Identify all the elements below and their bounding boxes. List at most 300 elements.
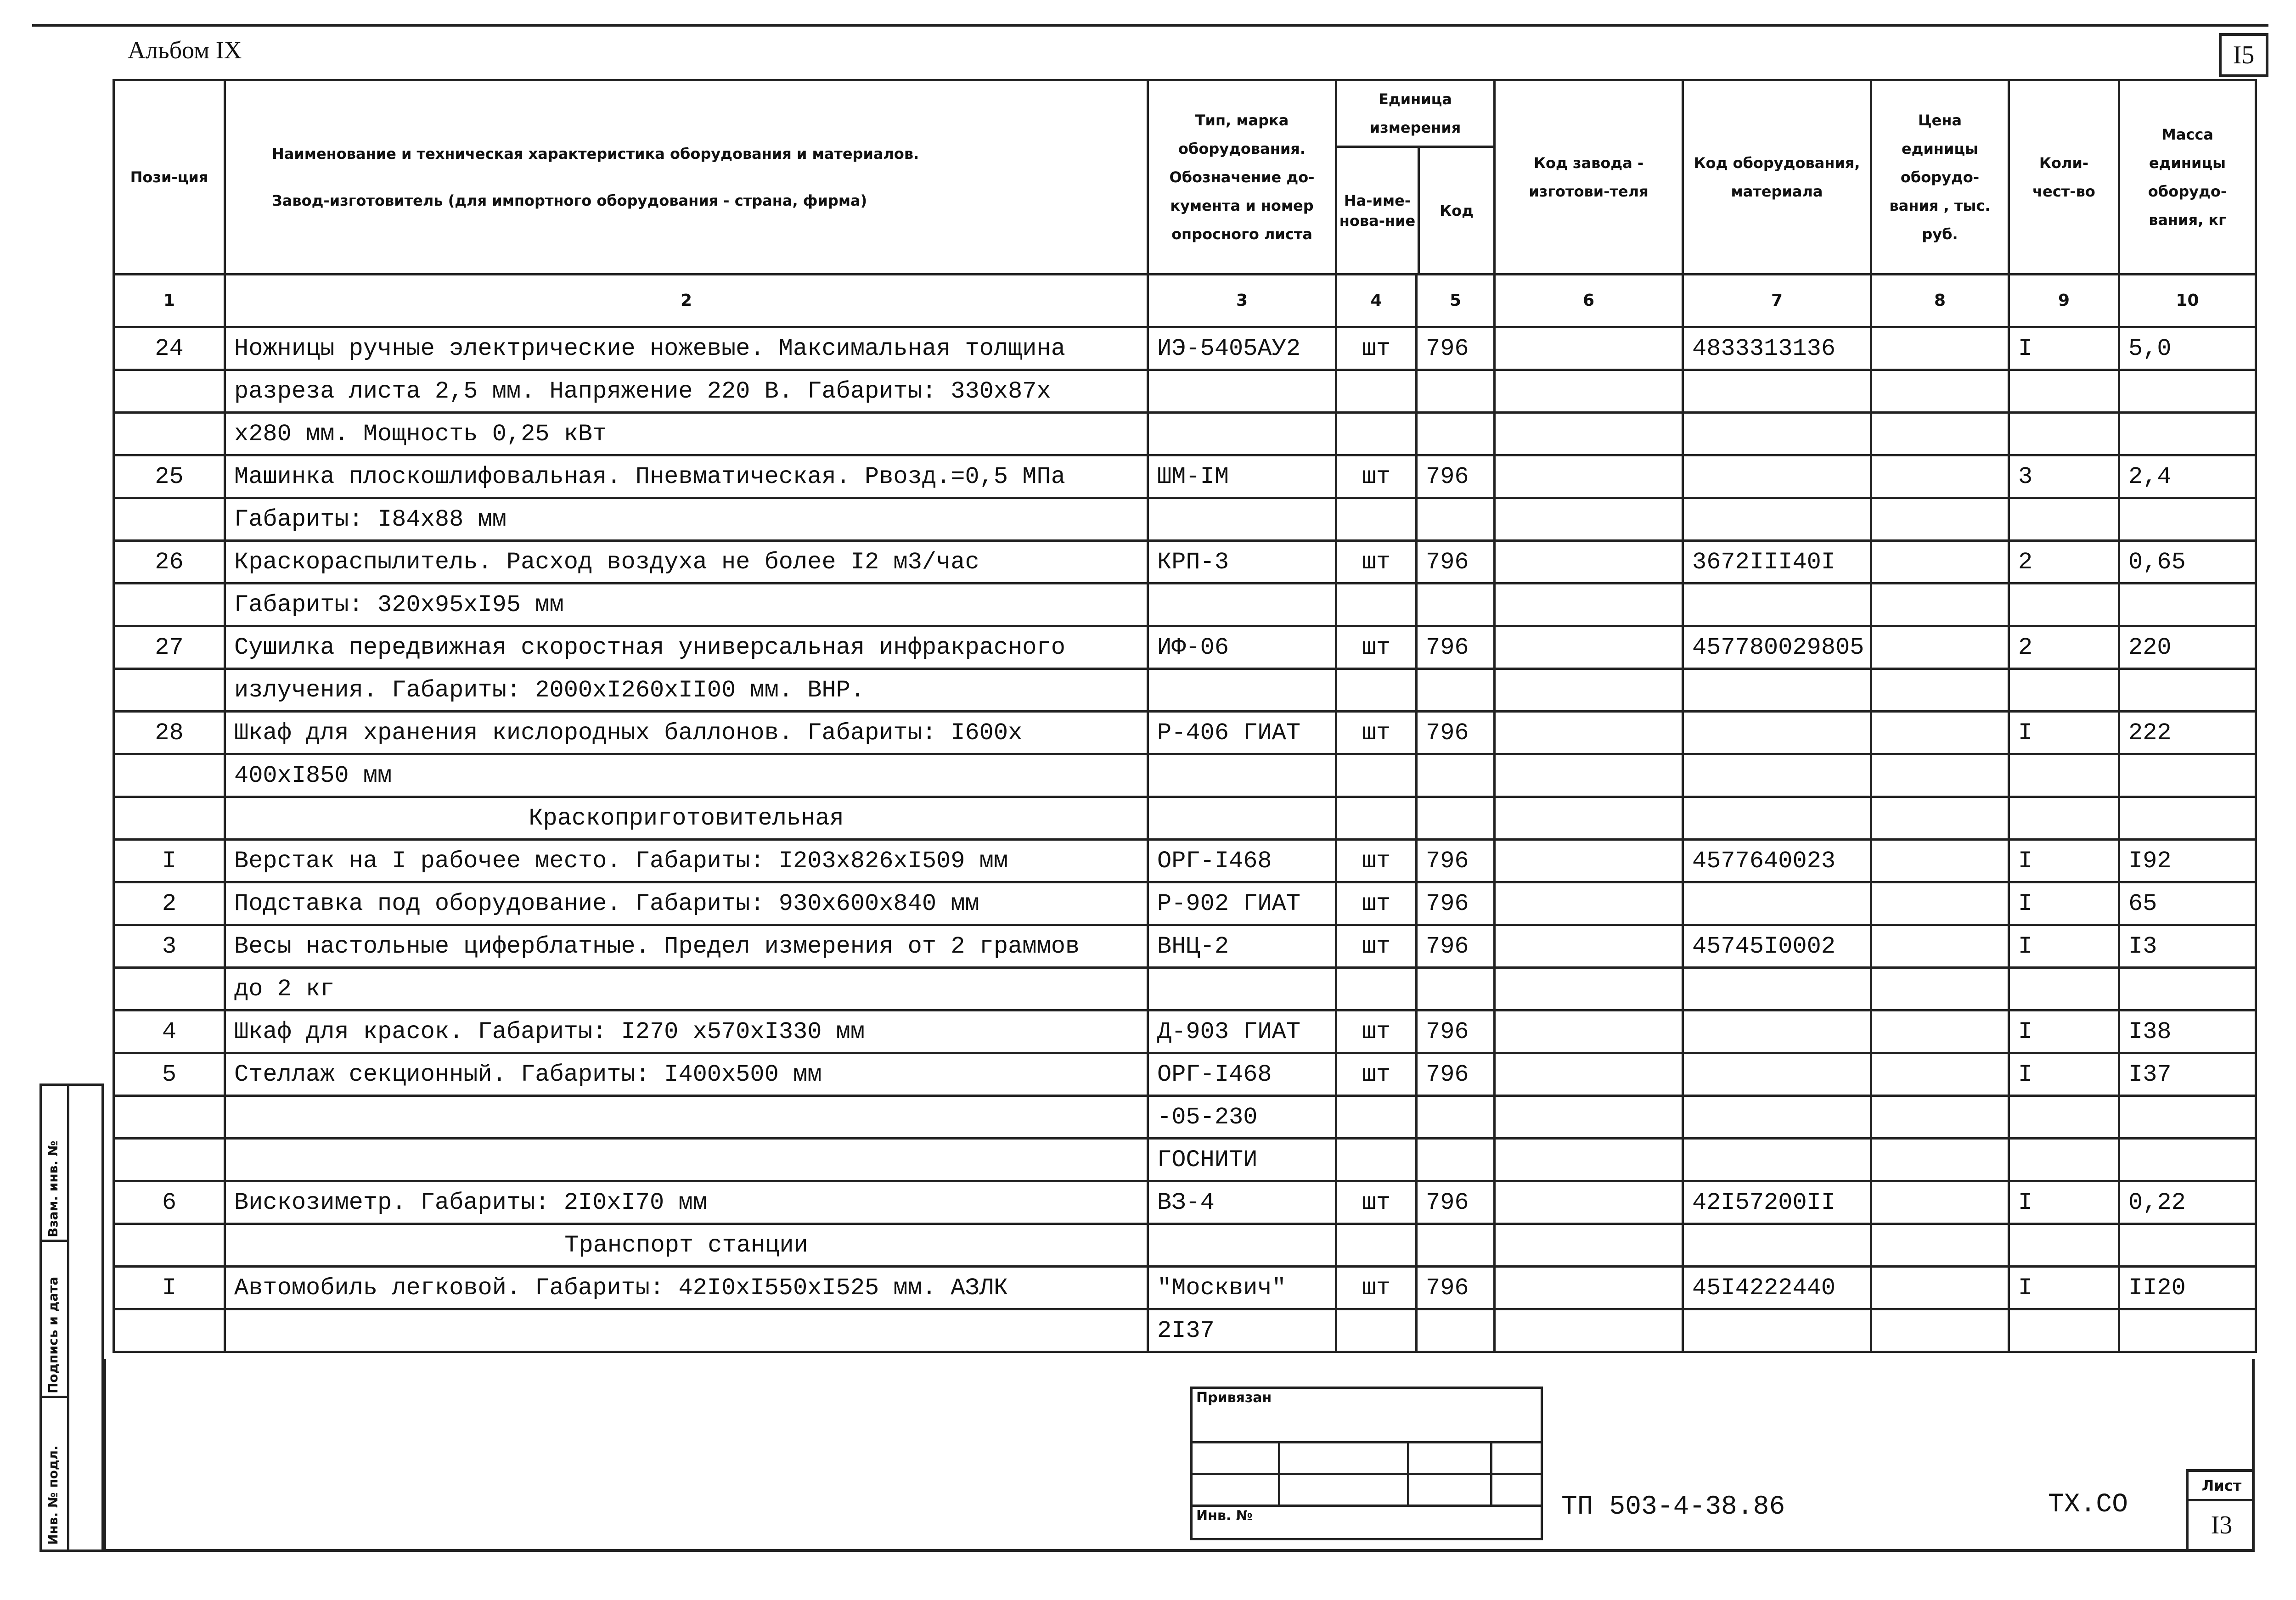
- table-row: [114, 455, 2256, 498]
- cell-mass: [2119, 370, 2256, 413]
- cell-factory-code: [1495, 584, 1683, 626]
- cell-type: -05-230: [1148, 1096, 1336, 1139]
- cell-price: [1871, 712, 2009, 754]
- stamp-inv-label: Инв. №: [1192, 1506, 1542, 1539]
- cell-equipment-code: [1683, 584, 1871, 626]
- cell-price: [1871, 925, 2009, 968]
- cell-name: Стеллаж секционный. Габариты: I400х500 мм: [225, 1053, 1148, 1096]
- cell-unit-code: 796: [1417, 840, 1495, 882]
- header-unit-title: Единица измерения: [1337, 81, 1493, 148]
- cell-factory-code: [1495, 1139, 1683, 1181]
- cell-mass: [2119, 1139, 2256, 1181]
- cell-factory-code: [1495, 797, 1683, 840]
- bottom-frame: [103, 1359, 2255, 1552]
- cell-name: Весы настольные циферблатные. Предел измерения от 2 граммов: [225, 925, 1148, 968]
- cell-unit-code: 796: [1417, 626, 1495, 669]
- cell-position: 27: [114, 626, 225, 669]
- cell-equipment-code: 457780029805: [1683, 626, 1871, 669]
- table-row: [114, 1267, 2256, 1309]
- cell-quantity: I: [2009, 712, 2119, 754]
- cell-quantity: [2009, 1224, 2119, 1267]
- cell-quantity: I: [2009, 327, 2119, 370]
- cell-quantity: [2009, 1139, 2119, 1181]
- cell-factory-code: [1495, 541, 1683, 584]
- side-stamp: [39, 1084, 104, 1552]
- column-numbers-row: [114, 275, 2256, 327]
- cell-unit: шт: [1336, 925, 1417, 968]
- cell-type: [1148, 498, 1336, 541]
- cell-mass: I38: [2119, 1011, 2256, 1053]
- cell-unit: [1336, 1224, 1417, 1267]
- cell-quantity: I: [2009, 1011, 2119, 1053]
- cell-quantity: [2009, 584, 2119, 626]
- cell-position: [114, 1139, 225, 1181]
- col-number: 5: [1417, 275, 1495, 327]
- cell-name: Транспорт станции: [225, 1224, 1148, 1267]
- cell-type: ОРГ-I468: [1148, 1053, 1336, 1096]
- cell-price: [1871, 1267, 2009, 1309]
- cell-unit: [1336, 584, 1417, 626]
- table-row: [114, 1139, 2256, 1181]
- cell-factory-code: [1495, 882, 1683, 925]
- table-row: [114, 754, 2256, 797]
- cell-price: [1871, 1011, 2009, 1053]
- table-row: [114, 584, 2256, 626]
- cell-unit: шт: [1336, 626, 1417, 669]
- cell-position: 4: [114, 1011, 225, 1053]
- cell-price: [1871, 669, 2009, 712]
- col-number: 9: [2009, 275, 2119, 327]
- cell-unit-code: [1417, 669, 1495, 712]
- cell-name: Ножницы ручные электрические ножевые. Максимальная толщина: [225, 327, 1148, 370]
- cell-position: [114, 1224, 225, 1267]
- cell-name: Подставка под оборудование. Габариты: 930х600х840 мм: [225, 882, 1148, 925]
- header-unit-group: [1336, 80, 1495, 275]
- cell-mass: [2119, 797, 2256, 840]
- header-quantity: Коли-чест-во: [2009, 80, 2119, 275]
- side-label-original: Инв. № подл.: [45, 1445, 61, 1545]
- cell-position: 2: [114, 882, 225, 925]
- cell-quantity: I: [2009, 925, 2119, 968]
- cell-quantity: I: [2009, 882, 2119, 925]
- header-type: Тип, марка оборудования. Обозначение до-кумента и номер опросного листа: [1148, 80, 1336, 275]
- cell-price: [1871, 968, 2009, 1011]
- cell-type: КРП-3: [1148, 541, 1336, 584]
- section-row: [114, 797, 2256, 840]
- cell-price: [1871, 1053, 2009, 1096]
- table-row: [114, 968, 2256, 1011]
- cell-quantity: I: [2009, 1181, 2119, 1224]
- cell-equipment-code: [1683, 1224, 1871, 1267]
- cell-unit-code: 796: [1417, 712, 1495, 754]
- cell-quantity: 2: [2009, 626, 2119, 669]
- tx-code: ТХ.СО: [2048, 1490, 2128, 1520]
- cell-price: [1871, 797, 2009, 840]
- cell-unit-code: [1417, 498, 1495, 541]
- cell-factory-code: [1495, 1181, 1683, 1224]
- cell-name: [225, 1096, 1148, 1139]
- cell-mass: [2119, 584, 2256, 626]
- header-name: [225, 80, 1148, 275]
- cell-equipment-code: [1683, 455, 1871, 498]
- table-row: [114, 712, 2256, 754]
- cell-unit: [1336, 968, 1417, 1011]
- cell-factory-code: [1495, 626, 1683, 669]
- table-row: [114, 370, 2256, 413]
- cell-mass: 65: [2119, 882, 2256, 925]
- cell-price: [1871, 327, 2009, 370]
- cell-equipment-code: [1683, 754, 1871, 797]
- header-row: [114, 80, 2256, 275]
- table-row: [114, 327, 2256, 370]
- cell-name: Габариты: I84х88 мм: [225, 498, 1148, 541]
- cell-quantity: [2009, 968, 2119, 1011]
- header-name-line2: Завод-изготовитель (для импортного оборудования - страна, фирма): [272, 192, 867, 209]
- cell-unit: шт: [1336, 541, 1417, 584]
- cell-quantity: [2009, 1096, 2119, 1139]
- cell-type: Р-406 ГИАТ: [1148, 712, 1336, 754]
- binding-stamp: [1190, 1387, 1543, 1540]
- cell-quantity: [2009, 498, 2119, 541]
- cell-price: [1871, 1224, 2009, 1267]
- cell-unit: [1336, 413, 1417, 455]
- cell-price: [1871, 1096, 2009, 1139]
- cell-type: ИФ-06: [1148, 626, 1336, 669]
- header-price: Цена единицы оборудо-вания , тыс. руб.: [1871, 80, 2009, 275]
- cell-factory-code: [1495, 754, 1683, 797]
- cell-quantity: I: [2009, 1053, 2119, 1096]
- document-code: ТП 503-4-38.86: [1561, 1492, 1785, 1522]
- cell-equipment-code: [1683, 413, 1871, 455]
- cell-equipment-code: 45745I0002: [1683, 925, 1871, 968]
- cell-mass: 0,22: [2119, 1181, 2256, 1224]
- cell-price: [1871, 455, 2009, 498]
- cell-name: 400хI850 мм: [225, 754, 1148, 797]
- header-factory-code: Код завода - изготови-теля: [1495, 80, 1683, 275]
- table-row: [114, 1096, 2256, 1139]
- cell-unit-code: 796: [1417, 1011, 1495, 1053]
- header-position: Пози-ция: [114, 80, 225, 275]
- cell-price: [1871, 882, 2009, 925]
- table-row: [114, 626, 2256, 669]
- cell-unit: [1336, 498, 1417, 541]
- table-row: [114, 1181, 2256, 1224]
- cell-position: 24: [114, 327, 225, 370]
- col-number: 1: [114, 275, 225, 327]
- col-number: 4: [1336, 275, 1417, 327]
- cell-name: Краскораспылитель. Расход воздуха не более I2 м3/час: [225, 541, 1148, 584]
- cell-price: [1871, 370, 2009, 413]
- cell-type: ВНЦ-2: [1148, 925, 1336, 968]
- cell-mass: [2119, 968, 2256, 1011]
- header-unit-code: Код: [1440, 202, 1474, 219]
- cell-factory-code: [1495, 413, 1683, 455]
- cell-equipment-code: [1683, 669, 1871, 712]
- cell-name: Вискозиметр. Габариты: 2I0хI70 мм: [225, 1181, 1148, 1224]
- cell-type: Д-903 ГИАТ: [1148, 1011, 1336, 1053]
- table-row: [114, 1053, 2256, 1096]
- cell-unit: шт: [1336, 1011, 1417, 1053]
- cell-name: Шкаф для красок. Габариты: I270 х570хI330 мм: [225, 1011, 1148, 1053]
- cell-unit-code: [1417, 413, 1495, 455]
- header-name-line1: Наименование и техническая характеристика оборудования и материалов.: [272, 145, 919, 163]
- cell-unit-code: [1417, 968, 1495, 1011]
- cell-position: [114, 413, 225, 455]
- cell-name: Автомобиль легковой. Габариты: 42I0хI550хI525 мм. АЗЛК: [225, 1267, 1148, 1309]
- cell-position: 28: [114, 712, 225, 754]
- cell-name: [225, 1139, 1148, 1181]
- cell-mass: 2,4: [2119, 455, 2256, 498]
- header-equipment-code: Код оборудования, материала: [1683, 80, 1871, 275]
- cell-equipment-code: 4833313136: [1683, 327, 1871, 370]
- cell-mass: I37: [2119, 1053, 2256, 1096]
- cell-unit-code: [1417, 1224, 1495, 1267]
- cell-mass: [2119, 754, 2256, 797]
- cell-mass: 0,65: [2119, 541, 2256, 584]
- cell-unit-code: [1417, 584, 1495, 626]
- cell-position: [114, 968, 225, 1011]
- cell-unit-code: 796: [1417, 1267, 1495, 1309]
- sheet-box: [2186, 1469, 2255, 1552]
- table-row: [114, 1011, 2256, 1053]
- cell-quantity: [2009, 669, 2119, 712]
- cell-factory-code: [1495, 712, 1683, 754]
- cell-equipment-code: [1683, 1011, 1871, 1053]
- header-mass: Масса единицы оборудо-вания, кг: [2119, 80, 2256, 275]
- col-number: 10: [2119, 275, 2256, 327]
- col-number: 2: [225, 275, 1148, 327]
- cell-quantity: 2: [2009, 541, 2119, 584]
- album-label: Альбом IX: [128, 36, 242, 64]
- cell-mass: I92: [2119, 840, 2256, 882]
- cell-unit-code: 796: [1417, 1053, 1495, 1096]
- cell-factory-code: [1495, 1096, 1683, 1139]
- cell-unit: [1336, 1139, 1417, 1181]
- cell-factory-code: [1495, 840, 1683, 882]
- table-row: [114, 669, 2256, 712]
- cell-unit-code: [1417, 754, 1495, 797]
- cell-unit-code: [1417, 1096, 1495, 1139]
- stamp-bound-label: Привязан: [1192, 1388, 1542, 1443]
- cell-type: [1148, 669, 1336, 712]
- cell-quantity: [2009, 370, 2119, 413]
- cell-equipment-code: [1683, 498, 1871, 541]
- cell-quantity: 3: [2009, 455, 2119, 498]
- cell-equipment-code: 3672III40I: [1683, 541, 1871, 584]
- cell-equipment-code: [1683, 1309, 1871, 1352]
- table-row: [114, 413, 2256, 455]
- cell-type: 2I37: [1148, 1309, 1336, 1352]
- cell-price: [1871, 1181, 2009, 1224]
- cell-unit-code: 796: [1417, 882, 1495, 925]
- cell-type: ИЭ-5405АУ2: [1148, 327, 1336, 370]
- cell-unit-code: 796: [1417, 455, 1495, 498]
- cell-type: ШМ-IM: [1148, 455, 1336, 498]
- cell-unit: шт: [1336, 1053, 1417, 1096]
- cell-mass: [2119, 413, 2256, 455]
- cell-mass: [2119, 1309, 2256, 1352]
- cell-quantity: [2009, 413, 2119, 455]
- cell-type: [1148, 584, 1336, 626]
- cell-unit-code: 796: [1417, 1181, 1495, 1224]
- cell-position: 3: [114, 925, 225, 968]
- cell-name: Шкаф для хранения кислородных баллонов. Габариты: I600х: [225, 712, 1148, 754]
- cell-factory-code: [1495, 968, 1683, 1011]
- sheet-number: I3: [2211, 1511, 2233, 1539]
- cell-type: [1148, 754, 1336, 797]
- cell-quantity: [2009, 1309, 2119, 1352]
- page-number: I5: [2219, 33, 2268, 77]
- cell-unit: [1336, 370, 1417, 413]
- cell-price: [1871, 541, 2009, 584]
- cell-equipment-code: [1683, 712, 1871, 754]
- specification-table: [113, 79, 2257, 1353]
- col-number: 3: [1148, 275, 1336, 327]
- cell-position: [114, 797, 225, 840]
- cell-price: [1871, 413, 2009, 455]
- cell-position: [114, 1096, 225, 1139]
- cell-factory-code: [1495, 370, 1683, 413]
- cell-factory-code: [1495, 1011, 1683, 1053]
- cell-name: Сушилка передвижная скоростная универсальная инфракрасного: [225, 626, 1148, 669]
- cell-position: [114, 370, 225, 413]
- cell-unit: шт: [1336, 882, 1417, 925]
- cell-unit-code: 796: [1417, 327, 1495, 370]
- sheet-label: Лист: [2189, 1472, 2255, 1501]
- cell-position: [114, 669, 225, 712]
- col-number: 8: [1871, 275, 2009, 327]
- header-unit-name: На-име-нова-ние: [1337, 148, 1420, 273]
- cell-name: разреза листа 2,5 мм. Напряжение 220 В. Габариты: 330х87х: [225, 370, 1148, 413]
- cell-equipment-code: 45I4222440: [1683, 1267, 1871, 1309]
- cell-unit: [1336, 1096, 1417, 1139]
- table-row: [114, 925, 2256, 968]
- cell-name: Верстак на I рабочее место. Габариты: I203х826хI509 мм: [225, 840, 1148, 882]
- table-row: [114, 1309, 2256, 1352]
- cell-position: [114, 584, 225, 626]
- cell-unit: [1336, 1309, 1417, 1352]
- table-row: [114, 840, 2256, 882]
- cell-price: [1871, 584, 2009, 626]
- cell-price: [1871, 754, 2009, 797]
- cell-mass: 220: [2119, 626, 2256, 669]
- cell-equipment-code: [1683, 370, 1871, 413]
- cell-mass: [2119, 669, 2256, 712]
- cell-position: [114, 498, 225, 541]
- cell-mass: 222: [2119, 712, 2256, 754]
- cell-equipment-code: [1683, 1053, 1871, 1096]
- cell-mass: I3: [2119, 925, 2256, 968]
- cell-position: [114, 754, 225, 797]
- cell-factory-code: [1495, 1309, 1683, 1352]
- cell-unit: шт: [1336, 327, 1417, 370]
- cell-factory-code: [1495, 498, 1683, 541]
- cell-quantity: I: [2009, 840, 2119, 882]
- cell-position: [114, 1309, 225, 1352]
- cell-position: 6: [114, 1181, 225, 1224]
- table-row: [114, 882, 2256, 925]
- cell-unit: [1336, 754, 1417, 797]
- cell-factory-code: [1495, 1053, 1683, 1096]
- side-label-signature: Подпись и дата: [45, 1276, 61, 1393]
- cell-factory-code: [1495, 925, 1683, 968]
- cell-unit-code: 796: [1417, 925, 1495, 968]
- cell-price: [1871, 1309, 2009, 1352]
- cell-factory-code: [1495, 669, 1683, 712]
- cell-unit: шт: [1336, 455, 1417, 498]
- cell-type: ВЗ-4: [1148, 1181, 1336, 1224]
- cell-price: [1871, 840, 2009, 882]
- cell-name: излучения. Габариты: 2000хI260хII00 мм. ВНР.: [225, 669, 1148, 712]
- cell-position: I: [114, 840, 225, 882]
- cell-unit-code: [1417, 370, 1495, 413]
- side-label-replacement: Взам. инв. №: [45, 1140, 61, 1237]
- table-row: [114, 498, 2256, 541]
- cell-price: [1871, 626, 2009, 669]
- cell-type: ОРГ-I468: [1148, 840, 1336, 882]
- cell-price: [1871, 498, 2009, 541]
- cell-mass: [2119, 498, 2256, 541]
- cell-type: Р-902 ГИАТ: [1148, 882, 1336, 925]
- cell-type: [1148, 797, 1336, 840]
- cell-unit: [1336, 669, 1417, 712]
- cell-factory-code: [1495, 455, 1683, 498]
- cell-unit: шт: [1336, 840, 1417, 882]
- cell-mass: 5,0: [2119, 327, 2256, 370]
- cell-name: Габариты: 320х95хI95 мм: [225, 584, 1148, 626]
- cell-unit-code: [1417, 1139, 1495, 1181]
- cell-position: 26: [114, 541, 225, 584]
- cell-mass: II20: [2119, 1267, 2256, 1309]
- cell-name: [225, 1309, 1148, 1352]
- cell-type: [1148, 968, 1336, 1011]
- cell-equipment-code: [1683, 882, 1871, 925]
- col-number: 7: [1683, 275, 1871, 327]
- cell-type: "Москвич": [1148, 1267, 1336, 1309]
- cell-unit-code: [1417, 797, 1495, 840]
- cell-unit: шт: [1336, 712, 1417, 754]
- cell-position: 25: [114, 455, 225, 498]
- cell-equipment-code: [1683, 1096, 1871, 1139]
- cell-name: Краскоприготовительная: [225, 797, 1148, 840]
- col-number: 6: [1495, 275, 1683, 327]
- cell-equipment-code: [1683, 968, 1871, 1011]
- cell-name: Машинка плоскошлифовальная. Пневматическая. Рвозд.=0,5 МПа: [225, 455, 1148, 498]
- cell-quantity: [2009, 754, 2119, 797]
- cell-equipment-code: [1683, 797, 1871, 840]
- table-row: [114, 541, 2256, 584]
- cell-name: х280 мм. Мощность 0,25 кВт: [225, 413, 1148, 455]
- cell-type: [1148, 370, 1336, 413]
- cell-factory-code: [1495, 327, 1683, 370]
- cell-unit: шт: [1336, 1181, 1417, 1224]
- cell-equipment-code: [1683, 1139, 1871, 1181]
- cell-type: [1148, 413, 1336, 455]
- cell-position: I: [114, 1267, 225, 1309]
- cell-mass: [2119, 1224, 2256, 1267]
- cell-position: 5: [114, 1053, 225, 1096]
- cell-equipment-code: 4577640023: [1683, 840, 1871, 882]
- cell-name: до 2 кг: [225, 968, 1148, 1011]
- cell-equipment-code: 42I57200II: [1683, 1181, 1871, 1224]
- cell-unit: [1336, 797, 1417, 840]
- section-row: [114, 1224, 2256, 1267]
- cell-factory-code: [1495, 1267, 1683, 1309]
- top-border-line: [32, 24, 2268, 27]
- cell-quantity: [2009, 797, 2119, 840]
- cell-factory-code: [1495, 1224, 1683, 1267]
- cell-type: ГОСНИТИ: [1148, 1139, 1336, 1181]
